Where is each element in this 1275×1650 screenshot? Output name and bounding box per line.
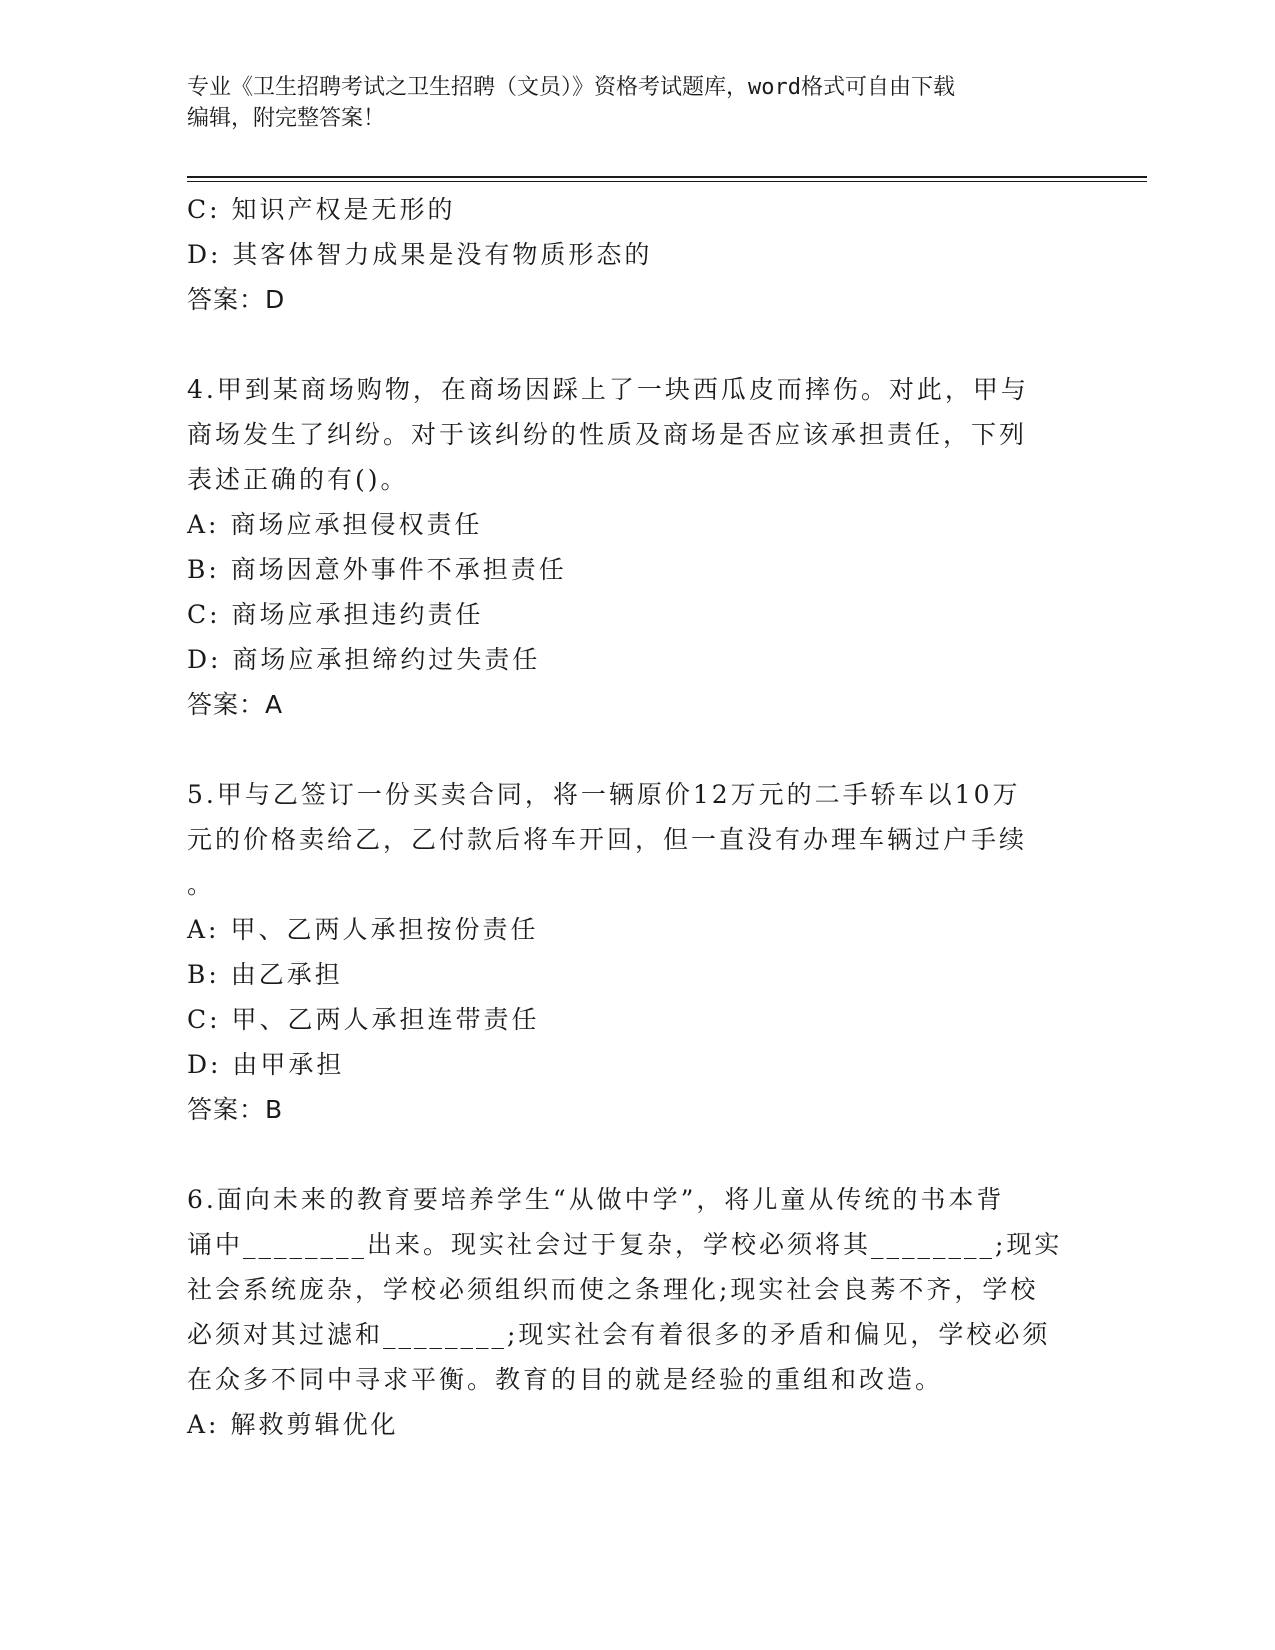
option-text: 商场应承担缔约过失责任 [232, 645, 541, 674]
option-text: 甲、乙两人承担按份责任 [230, 915, 539, 944]
option-key: C: [187, 1005, 221, 1034]
option-key: D: [187, 1050, 222, 1079]
question-stem-line: 社会系统庞杂，学校必须组织而使之条理化;现实社会良莠不齐，学校 [187, 1275, 1039, 1304]
option-key: C: [187, 195, 221, 224]
option-text: 商场应承担违约责任 [231, 600, 484, 629]
option-key: A: [187, 1410, 220, 1439]
question-stem-line: 诵中________出来。现实社会过于复杂，学校必须将其________;现实 [187, 1230, 1063, 1259]
option-text: 知识产权是无形的 [231, 195, 456, 224]
option-c [187, 997, 1087, 1042]
question-5 [187, 772, 1087, 1132]
option-b [187, 547, 1087, 592]
question-stem-line: 5.甲与乙签订一份买卖合同，将一辆原价12万元的二手轿车以10万 [187, 780, 1021, 809]
option-key: A: [187, 510, 220, 539]
header-line-2: 编辑，附完整答案！ [187, 106, 386, 131]
question-stem [187, 772, 1087, 907]
spacer [187, 322, 1087, 367]
document-header-note [187, 72, 1067, 134]
answer-line: 答案：D [187, 285, 286, 314]
option-key: C: [187, 600, 221, 629]
question-stem [187, 1177, 1087, 1402]
question-6 [187, 1177, 1087, 1447]
question-stem-line: 6.面向未来的教育要培养学生“从做中学”，将儿童从传统的书本背 [187, 1185, 1005, 1214]
option-text: 由乙承担 [230, 960, 343, 989]
question-stem [187, 367, 1087, 502]
spacer [187, 1132, 1087, 1177]
option-key: B: [187, 555, 220, 584]
option-key: B: [187, 960, 220, 989]
header-divider-thin [187, 181, 1147, 182]
header-divider-thick [187, 176, 1147, 178]
option-a [187, 502, 1087, 547]
option-text: 商场因意外事件不承担责任 [230, 555, 567, 584]
option-d [187, 1042, 1087, 1087]
header-line-1: 专业《卫生招聘考试之卫生招聘（文员）》资格考试题库，word格式可自由下载 [187, 75, 955, 100]
question-stem-line: 。 [187, 870, 216, 899]
option-text: 解救剪辑优化 [230, 1410, 399, 1439]
question-stem-line: 表述正确的有()。 [187, 465, 409, 494]
option-c [187, 592, 1087, 637]
answer-line: 答案：A [187, 690, 284, 719]
question-stem-line: 4.甲到某商场购物，在商场因踩上了一块西瓜皮而摔伤。对此，甲与 [187, 375, 1029, 404]
answer-line: 答案：B [187, 1095, 284, 1124]
option-c [187, 187, 1087, 232]
option-text: 由甲承担 [232, 1050, 345, 1079]
option-key: D: [187, 240, 222, 269]
question-stem-line: 商场发生了纠纷。对于该纠纷的性质及商场是否应该承担责任，下列 [187, 420, 1028, 449]
question-stem-line: 元的价格卖给乙，乙付款后将车开回，但一直没有办理车辆过户手续 [187, 825, 1028, 854]
question-stem-line: 必须对其过滤和________;现实社会有着很多的矛盾和偏见，学校必须 [187, 1320, 1051, 1349]
option-d [187, 232, 1087, 277]
spacer [187, 727, 1087, 772]
option-text: 甲、乙两人承担连带责任 [231, 1005, 540, 1034]
option-text: 其客体智力成果是没有物质形态的 [232, 240, 653, 269]
option-key: D: [187, 645, 222, 674]
option-a [187, 1402, 1087, 1447]
question-4 [187, 367, 1087, 727]
option-text: 商场应承担侵权责任 [230, 510, 483, 539]
question-stem-line: 在众多不同中寻求平衡。教育的目的就是经验的重组和改造。 [187, 1365, 944, 1394]
option-key: A: [187, 915, 220, 944]
option-b [187, 952, 1087, 997]
option-a [187, 907, 1087, 952]
option-d [187, 637, 1087, 682]
question-content [187, 187, 1087, 1447]
question-3-tail [187, 187, 1087, 322]
